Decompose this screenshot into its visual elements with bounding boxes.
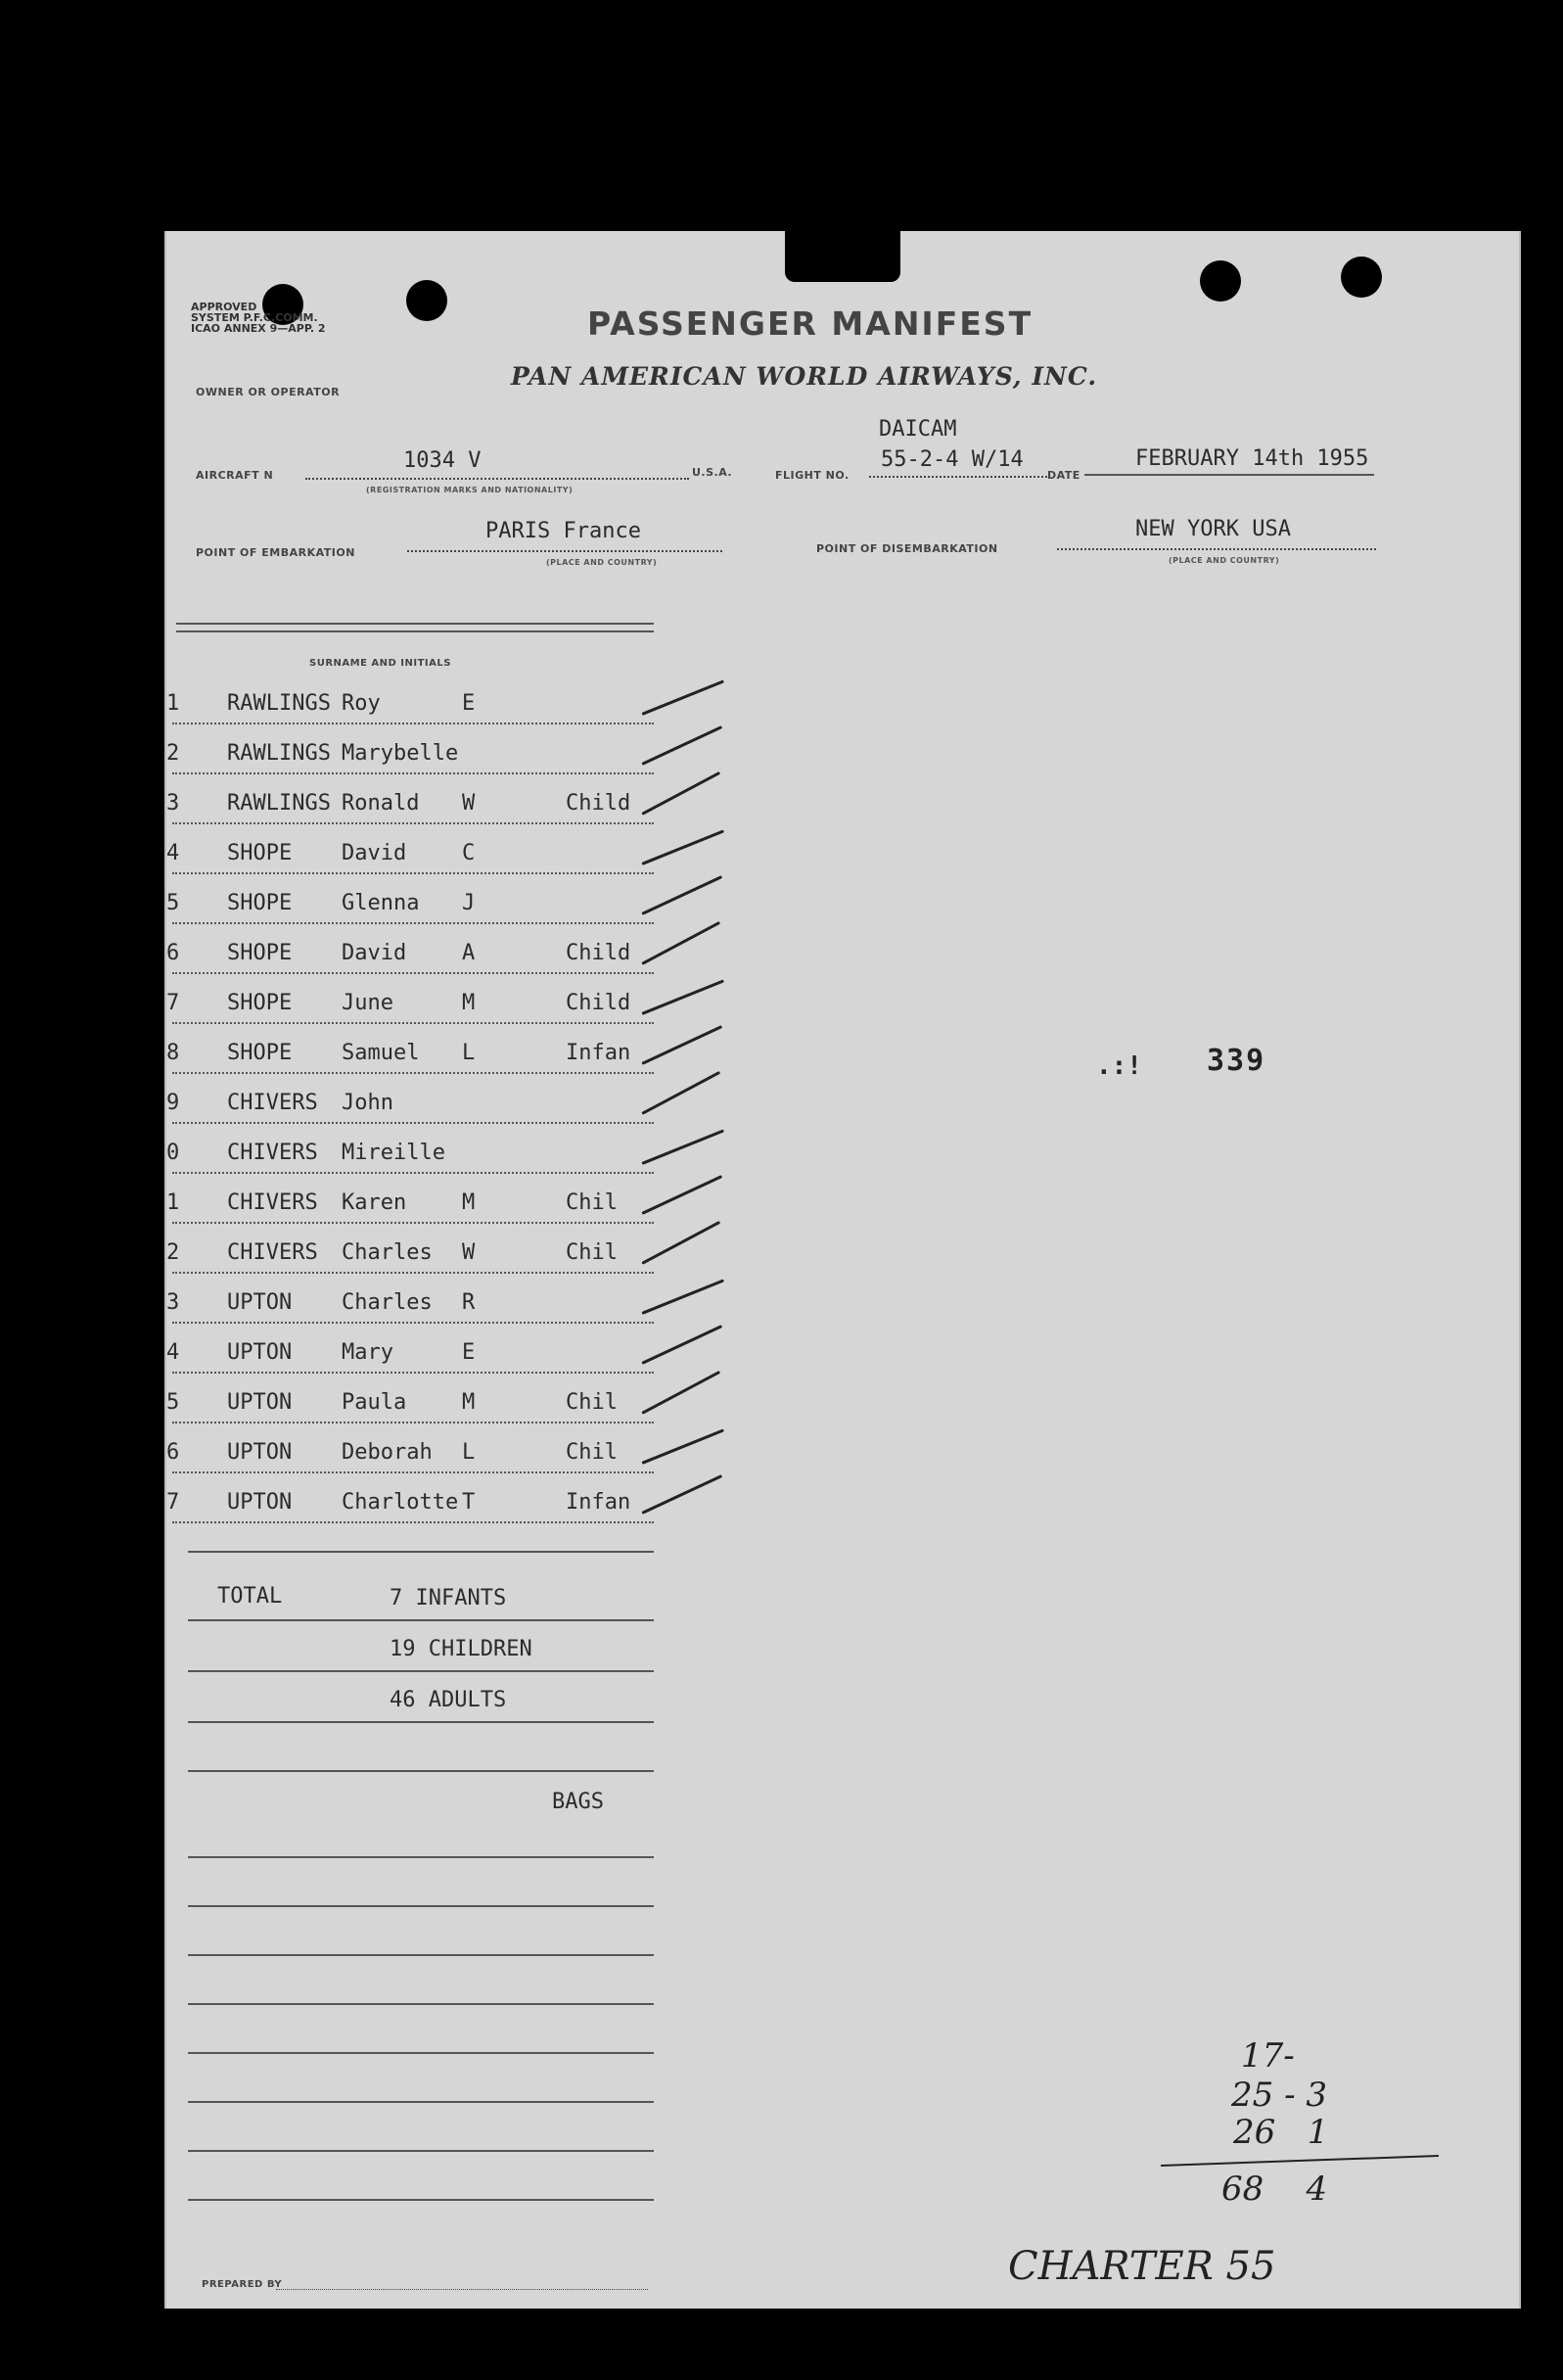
passenger-given-name: Ronald [342, 791, 420, 816]
total-rule [188, 1721, 654, 1723]
blank-line [188, 2150, 654, 2152]
passenger-initial: W [462, 1240, 476, 1265]
section-rule [176, 630, 654, 632]
date-label: DATE [1047, 469, 1080, 482]
disembarkation-label: POINT OF DISEMBARKATION [816, 542, 998, 555]
passenger-list [166, 681, 675, 1543]
passenger-number: 5 [166, 1390, 180, 1415]
passenger-type: Chil [566, 1440, 618, 1465]
registration-caption: (REGISTRATION MARKS AND NATIONALITY) [366, 486, 574, 494]
passenger-row [166, 1281, 656, 1330]
passenger-given-name: Charles [342, 1240, 433, 1265]
punch-hole [1200, 260, 1241, 302]
passenger-type: Chil [566, 1240, 618, 1265]
binding-notch [785, 225, 900, 282]
row-underline [172, 1322, 654, 1324]
total-rule [188, 1770, 654, 1772]
flight-value: 55-2-4 W/14 [881, 447, 1024, 472]
passenger-row [166, 1380, 656, 1430]
passenger-type: Infan [566, 1041, 631, 1065]
row-underline [172, 972, 654, 974]
row-underline [172, 723, 654, 724]
charter-note: CHARTER 55 [1008, 2244, 1276, 2289]
passenger-surname: UPTON [227, 1340, 293, 1365]
section-rule [176, 623, 654, 625]
passenger-type: Chil [566, 1390, 618, 1415]
passenger-number: 7 [166, 1490, 180, 1515]
passenger-initial: A [462, 941, 476, 965]
passenger-initial: E [462, 1340, 476, 1365]
passenger-type: Chil [566, 1190, 618, 1215]
blank-line [188, 2101, 654, 2103]
passenger-initial: L [462, 1041, 476, 1065]
passenger-row [166, 1131, 656, 1181]
bags-label: BAGS [552, 1790, 604, 1814]
passenger-given-name: Charles [342, 1290, 433, 1315]
prepared-by-line [276, 2289, 648, 2290]
manifest-sheet [164, 231, 1521, 2309]
row-underline [172, 1272, 654, 1274]
embarkation-label: POINT OF EMBARKATION [196, 546, 355, 559]
passenger-given-name: Samuel [342, 1041, 420, 1065]
row-underline [172, 1222, 654, 1224]
passenger-initial: J [462, 891, 476, 915]
tally-sum-line [1161, 2155, 1439, 2167]
passenger-row [166, 1480, 656, 1530]
passenger-type: Child [566, 941, 631, 965]
passenger-number: 8 [166, 1041, 180, 1065]
passenger-surname: UPTON [227, 1390, 293, 1415]
total-infants: 7 INFANTS [390, 1586, 507, 1610]
passenger-row [166, 731, 656, 781]
passenger-type: Child [566, 991, 631, 1015]
tally-sum: 68 4 [1221, 2170, 1328, 2209]
passenger-initial: M [462, 1190, 476, 1215]
total-rule [188, 1670, 654, 1672]
passenger-initial: L [462, 1440, 476, 1465]
passenger-surname: SHOPE [227, 991, 293, 1015]
embarkation-caption: (PLACE AND COUNTRY) [546, 558, 658, 567]
passenger-number: 2 [166, 741, 180, 766]
passenger-row [166, 981, 656, 1031]
blank-line [188, 2003, 654, 2005]
owner-label: OWNER OR OPERATOR [196, 386, 341, 398]
passenger-surname: CHIVERS [227, 1240, 318, 1265]
passenger-given-name: John [342, 1091, 393, 1115]
passenger-surname: UPTON [227, 1290, 293, 1315]
passenger-initial: W [462, 791, 476, 816]
passenger-number: 4 [166, 1340, 180, 1365]
passenger-surname: RAWLINGS [227, 691, 331, 716]
passenger-given-name: Deborah [342, 1440, 433, 1465]
usa-label: U.S.A. [692, 466, 733, 479]
passenger-row [166, 831, 656, 881]
disembarkation-caption: (PLACE AND COUNTRY) [1169, 556, 1280, 565]
passenger-row [166, 1231, 656, 1281]
approval-stamp: APPROVED SYSTEM P.F.C.COMM. ICAO ANNEX 9—APP. 2 [191, 301, 326, 335]
row-underline [172, 1122, 654, 1124]
disembarkation-line [1057, 548, 1376, 550]
passenger-surname: SHOPE [227, 941, 293, 965]
passenger-number: 9 [166, 1091, 180, 1115]
passenger-type: Infan [566, 1490, 631, 1515]
passenger-given-name: Mireille [342, 1141, 445, 1165]
passenger-surname: RAWLINGS [227, 791, 331, 816]
passenger-given-name: David [342, 841, 407, 865]
passenger-given-name: Charlotte [342, 1490, 459, 1515]
passenger-surname: CHIVERS [227, 1091, 318, 1115]
passenger-number: 0 [166, 1141, 180, 1165]
total-rule [188, 1551, 654, 1553]
passenger-given-name: Paula [342, 1390, 407, 1415]
passenger-initial: M [462, 1390, 476, 1415]
row-underline [172, 1422, 654, 1423]
passenger-number: 3 [166, 791, 180, 816]
passenger-row [166, 781, 656, 831]
row-underline [172, 1172, 654, 1174]
prepared-by-label: PREPARED BY [202, 2279, 283, 2290]
blank-line [188, 2052, 654, 2054]
passenger-initial: R [462, 1290, 476, 1315]
aircraft-value: 1034 V [403, 448, 482, 473]
flight-route: DAICAM [879, 417, 957, 442]
blank-line [188, 1856, 654, 1858]
passenger-given-name: Glenna [342, 891, 420, 915]
date-line [1084, 474, 1374, 476]
passenger-given-name: Mary [342, 1340, 393, 1365]
passenger-row [166, 1031, 656, 1081]
embarkation-line [407, 550, 722, 552]
passenger-initial: M [462, 991, 476, 1015]
embarkation-value: PARIS France [485, 519, 641, 543]
passenger-surname: UPTON [227, 1440, 293, 1465]
row-underline [172, 1372, 654, 1374]
passenger-number: 2 [166, 1240, 180, 1265]
punch-hole [1341, 257, 1382, 298]
passenger-number: 1 [166, 1190, 180, 1215]
date-value: FEBRUARY 14th 1955 [1135, 446, 1369, 471]
passenger-surname: SHOPE [227, 1041, 293, 1065]
passenger-number: 7 [166, 991, 180, 1015]
blank-line [188, 1905, 654, 1907]
column-header: SURNAME AND INITIALS [309, 658, 451, 669]
stamp-marks: .:! [1096, 1051, 1142, 1081]
passenger-given-name: Roy [342, 691, 381, 716]
passenger-type: Child [566, 791, 631, 816]
passenger-number: 1 [166, 691, 180, 716]
aircraft-line [305, 478, 689, 480]
passenger-given-name: David [342, 941, 407, 965]
passenger-number: 3 [166, 1290, 180, 1315]
total-rule [188, 1619, 654, 1621]
passenger-surname: SHOPE [227, 891, 293, 915]
passenger-row [166, 1330, 656, 1380]
passenger-row [166, 881, 656, 931]
row-underline [172, 922, 654, 924]
row-underline [172, 772, 654, 774]
passenger-surname: UPTON [227, 1490, 293, 1515]
flight-label: FLIGHT NO. [775, 469, 850, 482]
passenger-row [166, 931, 656, 981]
flight-line [869, 476, 1047, 478]
row-underline [172, 1471, 654, 1473]
passenger-initial: C [462, 841, 476, 865]
passenger-number: 6 [166, 941, 180, 965]
passenger-row [166, 1430, 656, 1480]
passenger-number: 6 [166, 1440, 180, 1465]
disembarkation-value: NEW YORK USA [1135, 517, 1291, 541]
row-underline [172, 1521, 654, 1523]
total-children: 19 CHILDREN [390, 1637, 532, 1661]
tally-row: 17- [1241, 2036, 1295, 2076]
passenger-row [166, 1181, 656, 1231]
page-title: PASSENGER MANIFEST [587, 304, 1034, 343]
passenger-initial: E [462, 691, 476, 716]
total-label: TOTAL [217, 1584, 283, 1609]
passenger-number: 4 [166, 841, 180, 865]
tally-row: 25 - 3 [1231, 2076, 1328, 2115]
passenger-initial: T [462, 1490, 476, 1515]
aircraft-label: AIRCRAFT N [196, 469, 274, 482]
passenger-given-name: June [342, 991, 393, 1015]
row-underline [172, 1022, 654, 1024]
tally-row: 26 1 [1233, 2113, 1329, 2152]
passenger-given-name: Marybelle [342, 741, 459, 766]
passenger-row [166, 681, 656, 731]
blank-line [188, 2199, 654, 2201]
passenger-number: 5 [166, 891, 180, 915]
passenger-row [166, 1081, 656, 1131]
airline-name: PAN AMERICAN WORLD AIRWAYS, INC. [511, 362, 1098, 391]
stamp-number: 339 [1207, 1044, 1266, 1078]
row-underline [172, 872, 654, 874]
total-adults: 46 ADULTS [390, 1688, 507, 1712]
punch-hole [406, 280, 447, 321]
passenger-given-name: Karen [342, 1190, 407, 1215]
row-underline [172, 822, 654, 824]
blank-line [188, 1954, 654, 1956]
passenger-surname: CHIVERS [227, 1190, 318, 1215]
passenger-surname: CHIVERS [227, 1141, 318, 1165]
passenger-surname: SHOPE [227, 841, 293, 865]
row-underline [172, 1072, 654, 1074]
passenger-surname: RAWLINGS [227, 741, 331, 766]
